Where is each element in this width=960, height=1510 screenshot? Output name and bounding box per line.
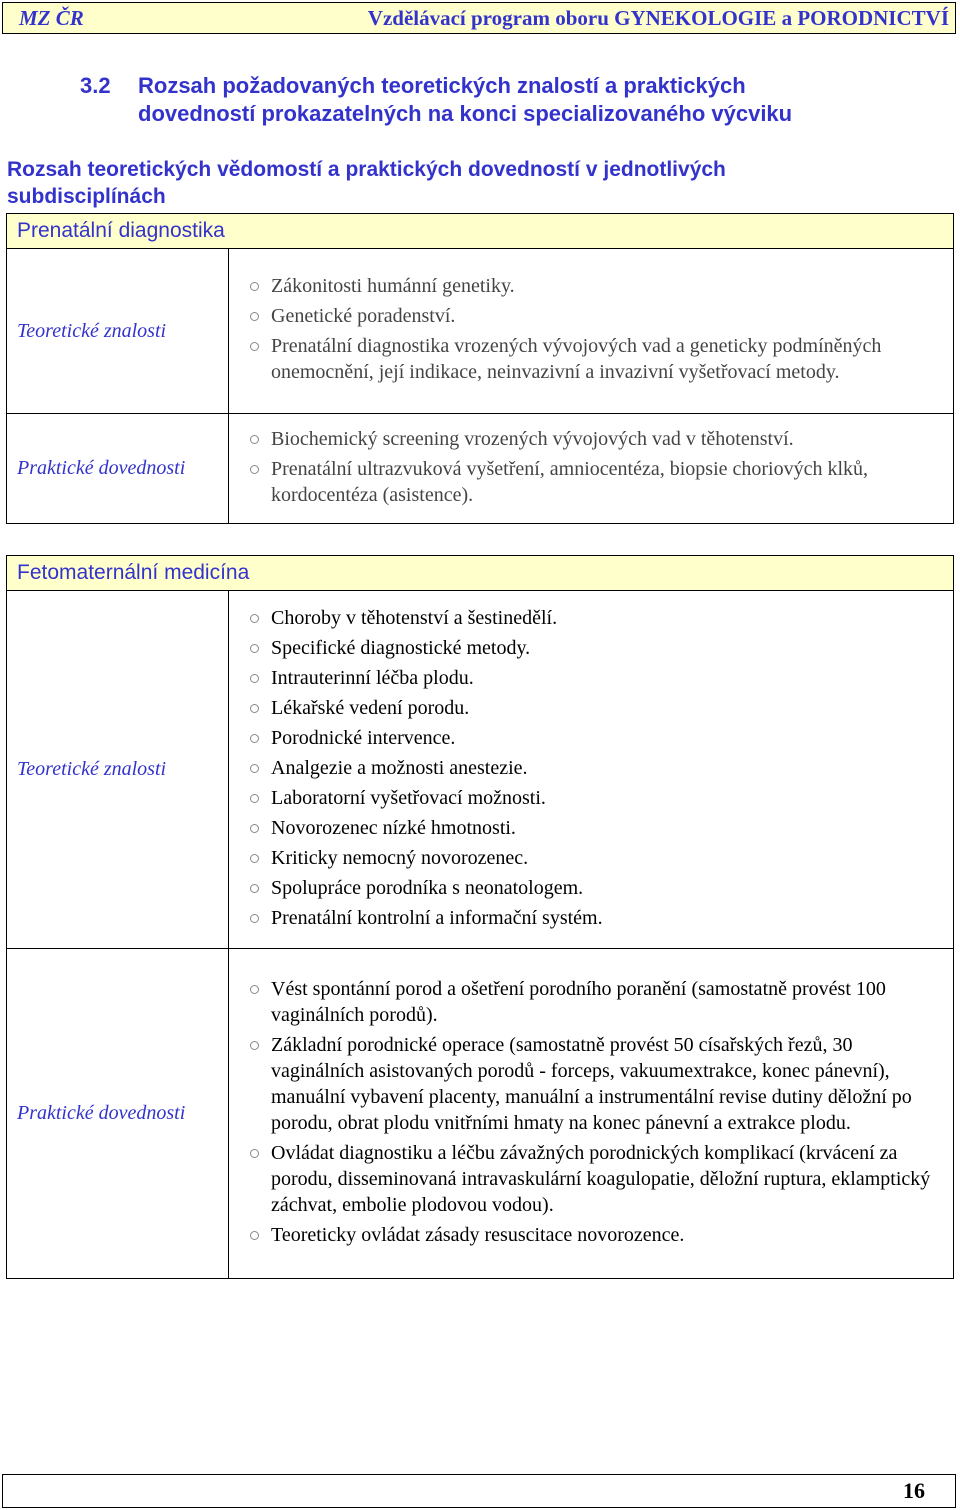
bullet-icon xyxy=(250,282,259,291)
feto-title: Fetomaternální medicína xyxy=(7,556,954,591)
list-item: Specifické diagnostické metody. xyxy=(247,635,941,661)
list-item: Porodnické intervence. xyxy=(247,725,941,751)
prenatal-theory-cell xyxy=(229,249,954,414)
header-left: MZ ČR xyxy=(19,5,84,30)
prenatal-practice-label: Praktické dovednosti xyxy=(7,414,229,524)
list-item: Genetické poradenství. xyxy=(247,303,941,329)
subtitle-line2: subdisciplínách xyxy=(7,185,166,208)
bullet-icon xyxy=(250,914,259,923)
bullet-icon xyxy=(250,824,259,833)
prenatal-table xyxy=(6,213,954,524)
prenatal-practice-cell xyxy=(229,414,954,524)
section-title-line1: Rozsah požadovaných teoretických znalostí a praktických xyxy=(138,73,746,98)
prenatal-practice-list xyxy=(247,426,941,508)
list-item: Novorozenec nízké hmotnosti. xyxy=(247,815,941,841)
bullet-icon xyxy=(250,644,259,653)
page-footer xyxy=(2,1474,956,1508)
list-item: Spolupráce porodníka s neonatologem. xyxy=(247,875,941,901)
list-item: Prenatální diagnostika vrozených vývojových vad a geneticky podmíněných onemocnění, její indikace, neinvazivní a invazivní vyšetřovací metody. xyxy=(247,333,941,385)
prenatal-theory-list xyxy=(247,273,941,385)
list-item: Analgezie a možnosti anestezie. xyxy=(247,755,941,781)
section-title xyxy=(80,72,940,128)
subtitle xyxy=(7,156,907,210)
list-item: Biochemický screening vrozených vývojových vad v těhotenství. xyxy=(247,426,941,452)
feto-theory-cell xyxy=(229,591,954,949)
section-title-line2: dovedností prokazatelných na konci specializovaného výcviku xyxy=(138,101,793,126)
bullet-icon xyxy=(250,342,259,351)
list-item: Laboratorní vyšetřovací možnosti. xyxy=(247,785,941,811)
bullet-icon xyxy=(250,884,259,893)
list-item: Prenatální ultrazvuková vyšetření, amniocentéza, biopsie choriových klků, kordocentéza (asistence). xyxy=(247,456,941,508)
bullet-icon xyxy=(250,435,259,444)
list-item: Lékařské vedení porodu. xyxy=(247,695,941,721)
section-number: 3.2 xyxy=(80,73,111,98)
bullet-icon xyxy=(250,465,259,474)
prenatal-title: Prenatální diagnostika xyxy=(7,214,954,249)
list-item: Intrauterinní léčba plodu. xyxy=(247,665,941,691)
header-right: Vzdělávací program oboru GYNEKOLOGIE a PORODNICTVÍ xyxy=(367,5,949,30)
list-item: Ovládat diagnostiku a léčbu závažných porodnických komplikací (krvácení za porodu, disseminovaná intravaskulární koagulopatie, děložní ruptura, eklamptický záchvat, embolie plodovou vodou). xyxy=(247,1140,941,1218)
page-header xyxy=(2,2,956,34)
subtitle-line1: Rozsah teoretických vědomostí a praktických dovedností v jednotlivých xyxy=(7,158,726,181)
list-item: Zákonitosti humánní genetiky. xyxy=(247,273,941,299)
feto-practice-cell xyxy=(229,949,954,1279)
bullet-icon xyxy=(250,794,259,803)
bullet-icon xyxy=(250,854,259,863)
bullet-icon xyxy=(250,985,259,994)
list-item: Základní porodnické operace (samostatně provést 50 císařských řezů, 30 vaginálních asistovaných porodů - forceps, vakuumextrakce, konec pánevní), manuální vybavení placenty, manuální a instrumentální revise dutiny děložní po porodu, obrat plodu vnitřními hmaty na konec pánevní a extrakce plodu. xyxy=(247,1032,941,1136)
feto-table xyxy=(6,555,954,1279)
list-item: Teoreticky ovládat zásady resuscitace novorozence. xyxy=(247,1222,941,1248)
bullet-icon xyxy=(250,312,259,321)
bullet-icon xyxy=(250,734,259,743)
page-number: 16 xyxy=(903,1478,925,1503)
list-item: Vést spontánní porod a ošetření porodního poranění (samostatně provést 100 vaginálních porodů). xyxy=(247,976,941,1028)
bullet-icon xyxy=(250,614,259,623)
list-item: Kriticky nemocný novorozenec. xyxy=(247,845,941,871)
feto-theory-list xyxy=(247,605,941,931)
list-item: Choroby v těhotenství a šestinedělí. xyxy=(247,605,941,631)
feto-practice-label: Praktické dovednosti xyxy=(7,949,229,1279)
feto-practice-list xyxy=(247,976,941,1248)
feto-theory-label: Teoretické znalosti xyxy=(7,591,229,949)
bullet-icon xyxy=(250,764,259,773)
prenatal-theory-label: Teoretické znalosti xyxy=(7,249,229,414)
bullet-icon xyxy=(250,1231,259,1240)
bullet-icon xyxy=(250,674,259,683)
bullet-icon xyxy=(250,704,259,713)
bullet-icon xyxy=(250,1041,259,1050)
bullet-icon xyxy=(250,1149,259,1158)
list-item: Prenatální kontrolní a informační systém. xyxy=(247,905,941,931)
